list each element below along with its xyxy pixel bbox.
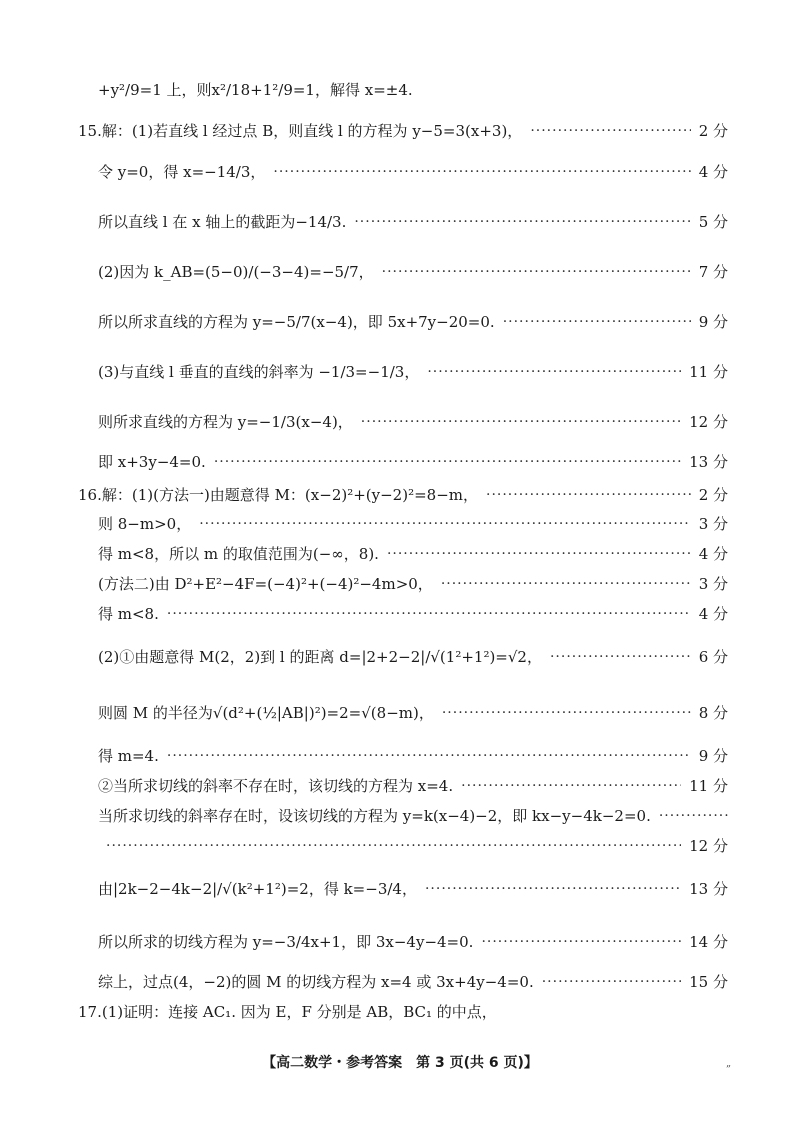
line-text: 16.解：(1)(方法一)由题意得 M：(x−2)²+(y−2)²=8−m，: [78, 486, 478, 504]
dot-leader: [503, 305, 691, 339]
line-text: (2)因为 k_AB=(5−0)/(−3−4)=−5/7，: [98, 263, 374, 281]
answer-line: [0, 205, 800, 239]
answer-line: [0, 355, 800, 389]
score-mark: 13 分: [689, 453, 728, 471]
dot-leader: [481, 925, 681, 959]
dot-leader: [273, 155, 690, 189]
score-mark: 12 分: [689, 413, 728, 431]
score-mark: 4 分: [698, 163, 728, 181]
line-text: 所以所求直线的方程为 y=−5/7(x−4)，即 5x+7y−20=0.: [98, 313, 495, 331]
answer-line: [0, 925, 800, 959]
dot-leader: [442, 696, 691, 730]
dot-leader: [167, 739, 691, 773]
line-text: (2)①由题意得 M(2，2)到 l 的距离 d=|2+2−2|/√(1²+1²)=√2，: [98, 648, 542, 666]
line-text: 得 m<8，所以 m 的取值范围为(−∞，8).: [98, 545, 379, 563]
answer-line: [0, 872, 800, 906]
score-mark: 4 分: [698, 545, 728, 563]
corner-mark: „: [726, 1058, 732, 1069]
answer-line: [0, 597, 800, 631]
line-text: 则所求直线的方程为 y=−1/3(x−4)，: [98, 413, 353, 431]
line-text: ②当所求切线的斜率不存在时，该切线的方程为 x=4.: [98, 777, 454, 795]
line-text: 所以直线 l 在 x 轴上的截距为−14/3.: [98, 213, 347, 231]
dot-leader: [441, 567, 691, 601]
answer-line: [0, 537, 800, 571]
score-mark: 11 分: [689, 363, 728, 381]
dot-leader: [354, 205, 690, 239]
answer-line: [0, 640, 800, 674]
dot-leader: [167, 597, 691, 631]
dot-leader: [659, 799, 728, 833]
answer-line: [0, 155, 800, 189]
score-mark: 7 分: [698, 263, 728, 281]
dot-leader: [550, 640, 691, 674]
line-text: 17.(1)证明：连接 AC₁. 因为 E，F 分别是 AB，BC₁ 的中点，: [78, 1003, 497, 1021]
dot-leader: [361, 405, 681, 439]
answer-line: [0, 829, 800, 863]
dot-leader: [382, 255, 691, 289]
answer-line: [0, 405, 800, 439]
score-mark: 2 分: [698, 486, 728, 504]
line-text: (方法二)由 D²+E²−4F=(−4)²+(−4)²−4m>0，: [98, 575, 433, 593]
score-mark: 6 分: [698, 648, 728, 666]
score-mark: 3 分: [698, 575, 728, 593]
line-text: 15.解：(1)若直线 l 经过点 B，则直线 l 的方程为 y−5=3(x+3)，: [78, 122, 523, 140]
page-footer: 【高二数学・参考答案 第 3 页(共 6 页)】: [262, 1055, 538, 1071]
answer-line: [0, 567, 800, 601]
score-mark: 3 分: [698, 515, 728, 533]
score-mark: 8 分: [698, 704, 728, 722]
score-mark: 15 分: [689, 973, 728, 991]
answer-line: [0, 305, 800, 339]
answer-line: [0, 739, 800, 773]
answer-line: [0, 445, 800, 479]
line-text: 令 y=0，得 x=−14/3，: [98, 163, 266, 181]
score-mark: 11 分: [689, 777, 728, 795]
line-text: 当所求切线的斜率存在时，设该切线的方程为 y=k(x−4)−2，即 kx−y−4k−2=0.: [98, 807, 651, 825]
line-text: 得 m<8.: [98, 605, 159, 623]
line-text: 由|2k−2−4k−2|/√(k²+1²)=2，得 k=−3/4，: [98, 880, 417, 898]
score-mark: 13 分: [689, 880, 728, 898]
answer-line: [0, 255, 800, 289]
dot-leader: [106, 829, 681, 863]
score-mark: 9 分: [698, 747, 728, 765]
answer-line: [0, 769, 800, 803]
line-text: 则圆 M 的半径为√(d²+(½|AB|)²)=2=√(8−m)，: [98, 704, 434, 722]
dot-leader: [387, 537, 691, 571]
dot-leader: [542, 965, 681, 999]
score-mark: 2 分: [698, 122, 728, 140]
answer-line: [0, 507, 800, 541]
line-text: 即 x+3y−4=0.: [98, 453, 206, 471]
answer-line: [0, 73, 800, 107]
line-text: (3)与直线 l 垂直的直线的斜率为 −1/3=−1/3，: [98, 363, 420, 381]
line-text: 综上，过点(4，−2)的圆 M 的切线方程为 x=4 或 3x+4y−4=0.: [98, 973, 534, 991]
dot-leader: [199, 507, 690, 541]
answer-line: [0, 696, 800, 730]
score-mark: 4 分: [698, 605, 728, 623]
line-text: +y²/9=1 上，则x²/18+1²/9=1，解得 x=±4.: [98, 81, 413, 99]
dot-leader: [427, 355, 681, 389]
score-mark: 5 分: [698, 213, 728, 231]
answer-line: [0, 114, 800, 148]
dot-leader: [461, 769, 681, 803]
answer-line: [0, 965, 800, 999]
answer-line: [0, 995, 800, 1029]
score-mark: 12 分: [689, 837, 728, 855]
dot-leader: [214, 445, 681, 479]
line-text: 所以所求的切线方程为 y=−3/4x+1，即 3x−4y−4=0.: [98, 933, 474, 951]
answer-line: [0, 799, 800, 833]
score-mark: 14 分: [689, 933, 728, 951]
dot-leader: [530, 114, 690, 148]
dot-leader: [425, 872, 681, 906]
line-text: 得 m=4.: [98, 747, 159, 765]
line-text: 则 8−m>0，: [98, 515, 192, 533]
score-mark: 9 分: [698, 313, 728, 331]
